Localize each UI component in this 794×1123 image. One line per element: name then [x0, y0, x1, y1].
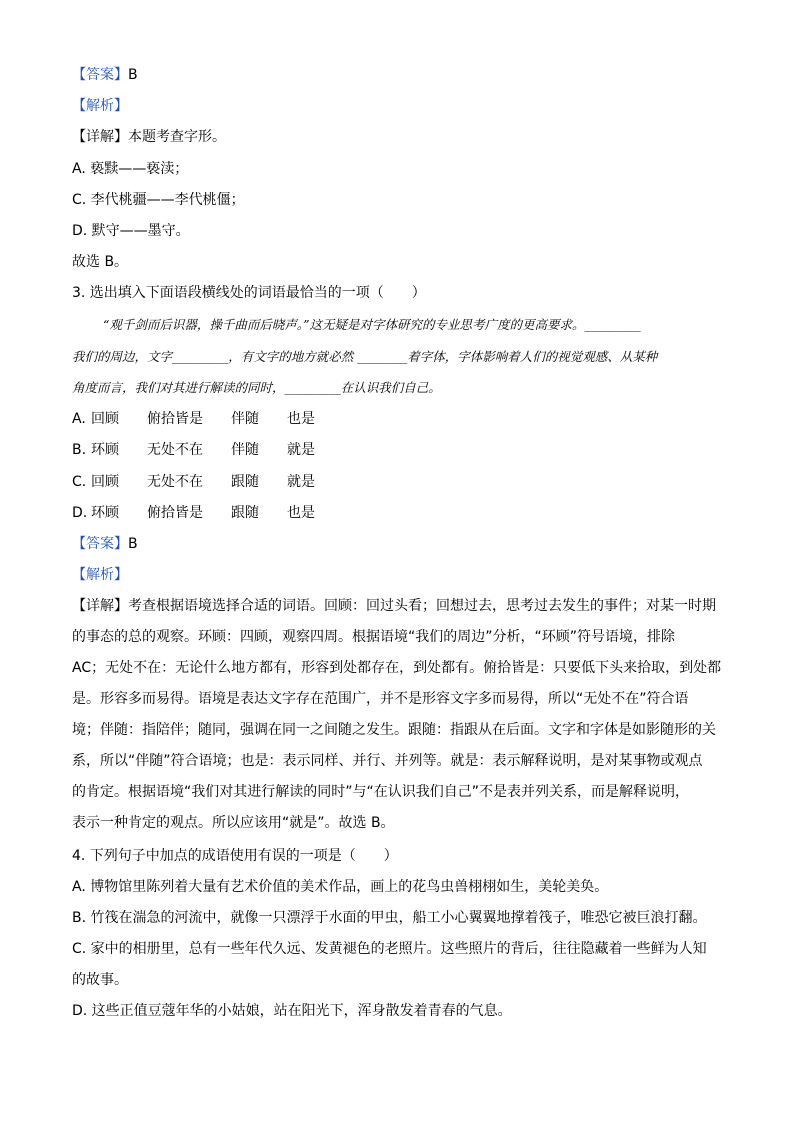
detail-tag: 【详解】 — [72, 598, 128, 614]
option-line: 的故事。 — [72, 972, 128, 988]
conclusion-line: 故选 B。 — [72, 254, 129, 270]
explanation-paragraph — [72, 591, 732, 839]
option-line: A. 博物馆里陈列着大量有艺术价值的美术作品，画上的花鸟虫兽栩栩如生，美轮美奂。 — [72, 879, 609, 895]
explanation-line: AC；无处不在：无论什么地方都有，形容到处都存在，到处都有。俯拾皆是：只要低下头来拾取，到处都 — [72, 660, 722, 676]
answer-value: B — [128, 67, 138, 83]
answer-tag: 【答案】 — [72, 67, 128, 83]
explanation-line: 的肯定。根据语境“我们对其进行解读的同时”与“在认识我们自己”不是表并列关系，而是解释说明， — [72, 784, 690, 800]
option-letter: D. — [72, 505, 88, 521]
explanation-line: 境；伴随：指陪伴；随同，强调在同一之间随之发生。跟随：指跟从在后面。文字和字体是如影随形的关 — [72, 722, 716, 738]
passage-line: “观千剑而后识器，操千曲而后晓声。”这无疑是对字体研究的专业思考广度的更高要求。_________ — [103, 317, 641, 332]
option-line: D. 这些正值豆蔻年华的小姑娘，站在阳光下，浑身散发着青春的气息。 — [72, 1003, 512, 1019]
analysis-tag: 【解析】 — [72, 98, 128, 114]
explanation-line: 【详解】考查根据语境选择合适的词语。回顾：回过头看；回想过去，思考过去发生的事件；对某一时期 — [72, 598, 716, 614]
option-word: 就是 — [287, 442, 315, 458]
option-word: 跟随 — [231, 474, 259, 490]
question-stem: 3. 选出填入下面语段横线处的词语最恰当的一项（ ） — [72, 285, 426, 301]
detail-item: D. 默守——墨守。 — [72, 223, 190, 239]
option-word: 俯拾皆是 — [147, 411, 203, 427]
option-word: 跟随 — [231, 505, 259, 521]
detail-item: C. 李代桃疆——李代桃僵； — [72, 192, 245, 208]
option-word: 环顾 — [91, 442, 119, 458]
explanation-line: 是。形容多而易得。语境是表达文字存在范围广，并不是形容文字多而易得，所以“无处不在”符合语 — [72, 691, 689, 707]
option-word: 伴随 — [231, 411, 259, 427]
answer-line — [72, 65, 138, 85]
answer-value: B — [128, 536, 138, 552]
explanation-line: 系，所以“伴随”符合语境；也是：表示同样、并行、并列等。就是：表示解释说明，是对某事物或观点 — [72, 753, 703, 769]
option-word: 也是 — [287, 505, 315, 521]
option-letter: B. — [72, 442, 87, 458]
detail-line — [72, 127, 226, 147]
option-row — [72, 440, 315, 460]
explanation-line: 的事态的总的观察。环顾：四顾，观察四周。根据语境“我们的周边”分析，“环顾”符号语境，排除 — [72, 629, 676, 645]
option-word: 无处不在 — [147, 442, 203, 458]
answer-tag: 【答案】 — [72, 536, 128, 552]
option-row — [72, 472, 315, 492]
question-stem: 4. 下列句子中加点的成语使用有误的一项是（ ） — [72, 848, 398, 864]
passage-line: 角度而言，我们对其进行解读的同时，_________在认识我们自己。 — [72, 380, 441, 395]
option-letter: C. — [72, 474, 87, 490]
passage-line: 我们的周边，文字_________，有文字的地方就必然 ________着字体，字体影响着人们的视觉观感、从某种 — [72, 349, 658, 364]
analysis-tag: 【解析】 — [72, 567, 128, 583]
option-letter: A. — [72, 411, 86, 427]
answer-line — [72, 534, 138, 554]
option-word: 无处不在 — [147, 474, 203, 490]
option-row — [72, 503, 315, 523]
option-line: B. 竹筏在湍急的河流中，就像一只漂浮于水面的甲虫，船工小心翼翼地撑着筏子，唯恐它被巨浪打翻。 — [72, 910, 707, 926]
option-word: 回顾 — [91, 411, 119, 427]
explanation-line: 表示一种肯定的观点。所以应该用“就是”。故选 B。 — [72, 815, 395, 831]
detail-item: A. 亵黩——亵渎； — [72, 161, 189, 177]
option-word: 回顾 — [91, 474, 119, 490]
option-word: 也是 — [287, 411, 315, 427]
option-word: 伴随 — [231, 442, 259, 458]
detail-text: 本题考查字形。 — [128, 129, 226, 145]
option-line: C. 家中的相册里，总有一些年代久远、发黄褪色的老照片。这些照片的背后，往往隐藏着一些鲜为人知 — [72, 941, 707, 957]
option-word: 俯拾皆是 — [147, 505, 203, 521]
option-row — [72, 409, 315, 429]
option-word: 环顾 — [91, 505, 119, 521]
detail-tag: 【详解】 — [72, 129, 128, 145]
option-word: 就是 — [287, 474, 315, 490]
